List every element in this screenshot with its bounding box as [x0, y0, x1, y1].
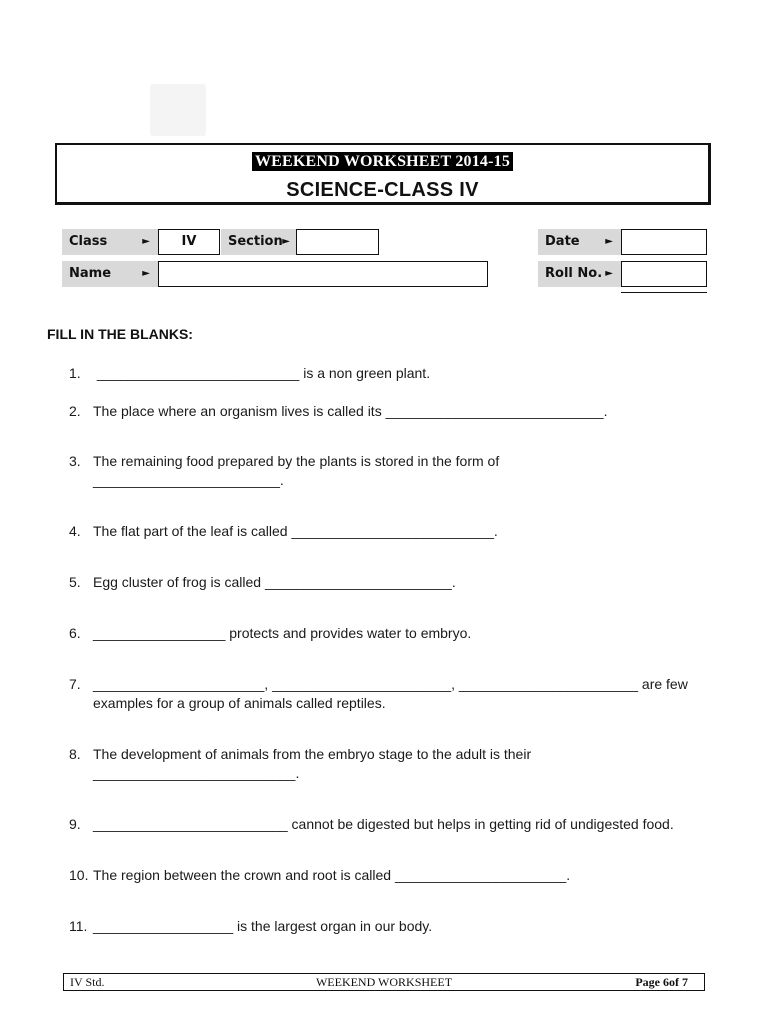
- date-field[interactable]: [621, 229, 707, 255]
- class-field[interactable]: IV: [158, 229, 220, 255]
- roll-no-field[interactable]: [621, 261, 707, 287]
- question-text: The place where an organism lives is called its ____________________________.: [93, 403, 608, 419]
- footer-class: IV Std.: [70, 975, 105, 989]
- worksheet-subtitle: SCIENCE-CLASS IV: [286, 179, 479, 201]
- divider: [621, 292, 707, 293]
- question-text: ______________________, _______________________, _______________________ are few examples for a group of animals called reptiles.: [93, 676, 688, 711]
- question-item: 11. __________________ is the largest organ in our body.: [69, 917, 729, 936]
- worksheet-header: [55, 143, 711, 205]
- question-item: 2. The place where an organism lives is called its ____________________________.: [69, 402, 729, 421]
- name-field[interactable]: [158, 261, 488, 287]
- question-text: Egg cluster of frog is called ________________________.: [93, 574, 456, 590]
- question-text: The flat part of the leaf is called __________________________.: [93, 523, 498, 539]
- name-label: Name ►: [62, 261, 158, 287]
- section-heading: FILL IN THE BLANKS:: [47, 326, 193, 342]
- question-item: 8. The development of animals from the embryo stage to the adult is their __________________________.: [69, 745, 729, 783]
- page-number: Page 6of 7: [635, 975, 688, 989]
- question-item: 6. _________________ protects and provides water to embryo.: [69, 624, 729, 643]
- question-text: _________________ protects and provides water to embryo.: [93, 625, 472, 641]
- question-item: 1. __________________________ is a non green plant.: [69, 364, 729, 383]
- section-field[interactable]: [296, 229, 379, 255]
- question-item: 3. The remaining food prepared by the plants is stored in the form of ________________________.: [69, 452, 729, 490]
- question-text: __________________________ is a non green plant.: [93, 365, 431, 381]
- arrow-right-icon: ►: [142, 268, 150, 279]
- question-item: 9. _________________________ cannot be digested but helps in getting rid of undigested food.: [69, 815, 729, 834]
- question-text: The remaining food prepared by the plants is stored in the form of ________________________.: [93, 453, 500, 488]
- page-footer: [63, 973, 705, 991]
- footer-title: WEEKEND WORKSHEET: [315, 975, 453, 989]
- question-text: _________________________ cannot be digested but helps in getting rid of undigested food.: [93, 816, 674, 832]
- arrow-right-icon: ►: [282, 236, 290, 247]
- question-item: 10. The region between the crown and root is called ______________________.: [69, 866, 729, 885]
- question-item: 7. ______________________, _______________________, _______________________ are few examples for a group of animals called reptiles.: [69, 675, 729, 713]
- arrow-right-icon: ►: [142, 236, 150, 247]
- roll-no-label: Roll No. ►: [538, 261, 621, 287]
- question-text: The region between the crown and root is called ______________________.: [93, 867, 571, 883]
- question-item: 4. The flat part of the leaf is called __________________________.: [69, 522, 729, 541]
- question-item: 5. Egg cluster of frog is called ________________________.: [69, 573, 729, 592]
- arrow-right-icon: ►: [605, 268, 613, 279]
- class-label: Class ►: [62, 229, 158, 255]
- question-text: The development of animals from the embryo stage to the adult is their __________________________.: [93, 746, 532, 781]
- question-text: __________________ is the largest organ in our body.: [93, 918, 433, 934]
- worksheet-title: WEEKEND WORKSHEET 2014-15: [252, 152, 513, 171]
- section-label: Section ►: [221, 229, 296, 255]
- arrow-right-icon: ►: [605, 236, 613, 247]
- date-label: Date ►: [538, 229, 621, 255]
- school-logo-watermark: [150, 84, 206, 136]
